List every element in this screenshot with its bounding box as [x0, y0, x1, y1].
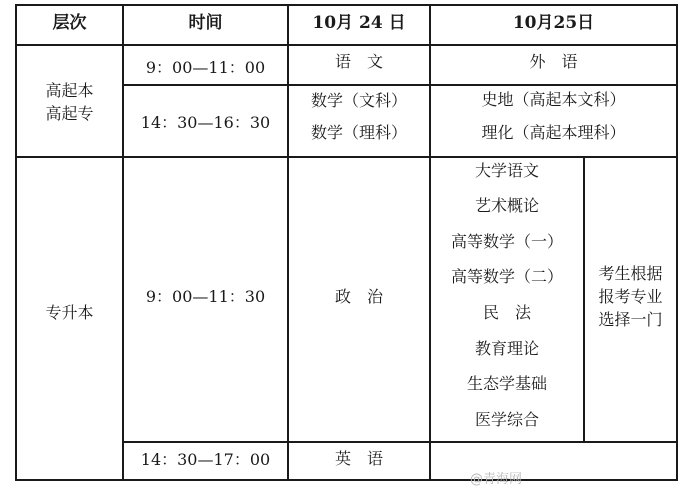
gaoqi-morning-day1: 语 文	[334, 52, 383, 71]
elective-subject: 教育理论	[474, 339, 539, 358]
gaoqi-afternoon-day1-a: 数学（文科）	[310, 91, 407, 110]
elective-subject: 生态学基础	[466, 374, 547, 393]
elective-subject: 高等数学（二）	[450, 267, 563, 286]
elective-note-line: 报考专业	[598, 287, 663, 306]
elective-subject: 医学综合	[474, 410, 539, 429]
header-time: 时间	[188, 13, 223, 33]
watermark: @青海网	[470, 472, 523, 487]
elective-note-line: 考生根据	[598, 264, 663, 283]
elective-note-line: 选择一门	[598, 310, 663, 329]
gaoqi-afternoon-day1-b: 数学（理科）	[310, 123, 407, 142]
elective-subject: 民 法	[482, 303, 531, 322]
rule-header-bottom	[15, 44, 677, 46]
rule-gaoqi-mid	[122, 84, 677, 86]
header-level: 层次	[52, 13, 87, 33]
header-day1: 10月 24 日	[312, 13, 406, 33]
level-zhuanshengben: 专升本	[45, 303, 94, 322]
rule-bottom	[15, 479, 677, 481]
rule-col-day1	[287, 4, 289, 481]
zsb-afternoon-day1: 英 语	[334, 449, 383, 468]
level-gaoqizhuan: 高起专	[45, 104, 94, 123]
elective-subject: 大学语文	[474, 161, 539, 180]
elective-subject: 艺术概论	[474, 196, 539, 215]
rule-right	[676, 4, 678, 481]
gaoqi-afternoon-day2-b: 理化（高起本理科）	[481, 123, 626, 142]
gaoqi-afternoon-day2-a: 史地（高起本文科）	[481, 90, 626, 109]
zsb-morning-time: 9：00—11：30	[145, 287, 266, 306]
elective-subject: 高等数学（一）	[450, 232, 563, 251]
rule-left	[15, 4, 17, 481]
zsb-afternoon-time: 14：30—17：00	[140, 450, 271, 469]
level-gaoqiben: 高起本	[45, 81, 94, 100]
zsb-morning-day1: 政 治	[334, 287, 383, 306]
rule-zsb-mid	[122, 441, 677, 443]
gaoqi-morning-time: 9：00—11：00	[145, 58, 266, 77]
header-day2: 10月25日	[512, 13, 595, 33]
rule-top	[15, 4, 677, 6]
rule-section-divider	[15, 156, 677, 158]
gaoqi-morning-day2: 外 语	[529, 52, 578, 71]
gaoqi-afternoon-time: 14：30—16：30	[140, 113, 271, 132]
